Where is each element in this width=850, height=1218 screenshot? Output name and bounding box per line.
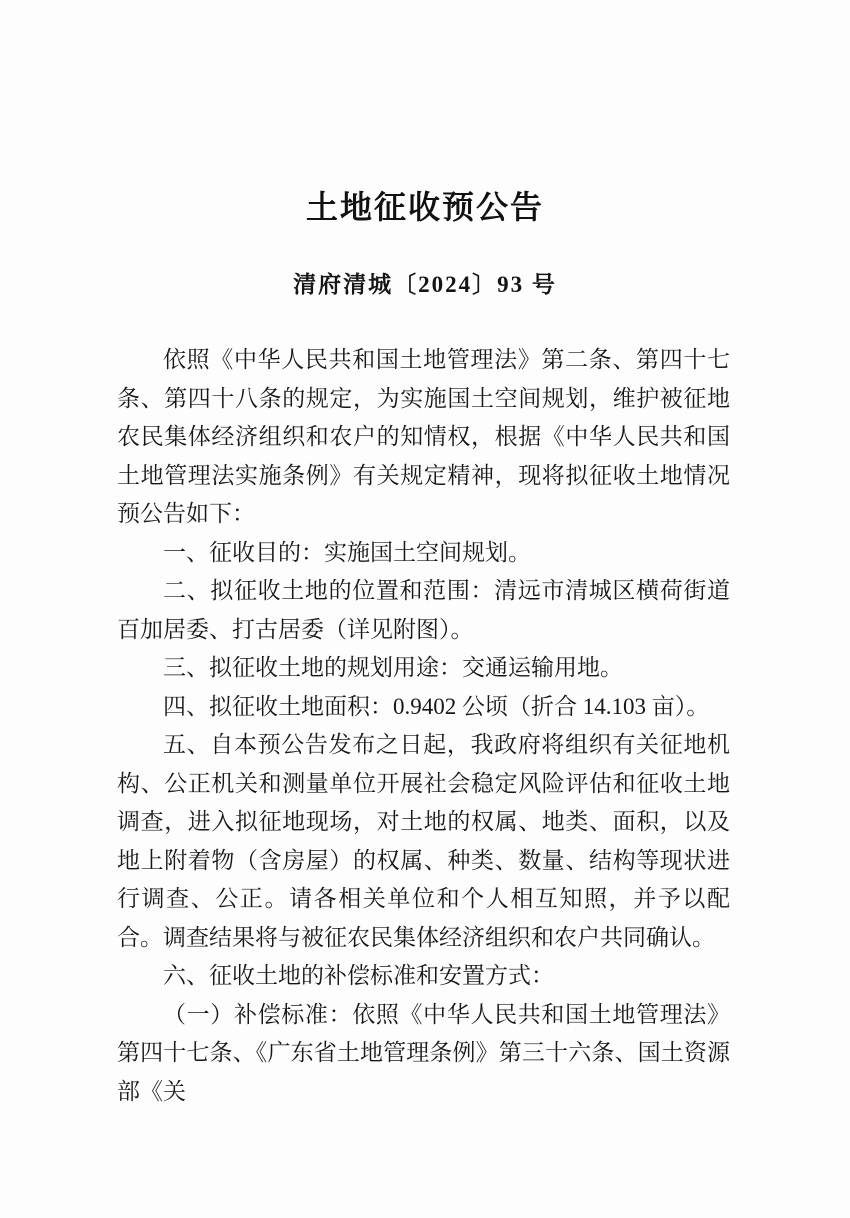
paragraph-item-1-purpose: 一、征收目的：实施国土空间规划。 — [163, 539, 531, 565]
paragraph-item-3-planned-use: 三、拟征收土地的规划用途：交通运输用地。 — [163, 655, 623, 680]
document-title: 土地征收预公告 — [305, 188, 544, 226]
paragraph-item-6-compensation-heading: 六、征收土地的补偿标准和安置方式： — [163, 963, 554, 988]
document-body — [117, 341, 730, 1111]
paragraph-intro: 依照《中华人民共和国土地管理法》第二条、第四十七条、第四十八条的规定，为实施国土空间规划，维护被征地农民集体经济组织和农户的知情权，根据《中华人民共和国土地管理法实施条例》有关规定精神，现将拟征收土地情况预公告如下： — [117, 347, 730, 526]
paragraph-item-4-area: 四、拟征收土地面积：0.9402 公顷（折合 14.103 亩）。 — [163, 693, 710, 719]
document-number: 清府清城〔2024〕93 号 — [293, 272, 557, 297]
paragraph-item-2-location: 二、拟征收土地的位置和范围：清远市清城区横荷街道百加居委、打古居委（详见附图）。 — [117, 578, 730, 642]
paragraph-item-5-survey: 五、自本预公告发布之日起，我政府将组织有关征地机构、公正机关和测量单位开展社会稳定风险评估和征收土地调查，进入拟征地现场，对土地的权属、地类、面积，以及地上附着物（含房屋）的权属、种类、数量、结构等现状进行调查、公正。请各相关单位和个人相互知照，并予以配合。调查结果将与被征农民集体经济组织和农户共同确认。 — [117, 732, 730, 950]
paragraph-item-6-1-compensation-standard: （一）补偿标准：依照《中华人民共和国土地管理法》第四十七条、《广东省土地管理条例》第三十六条、国土资源部《关 — [117, 1001, 730, 1104]
